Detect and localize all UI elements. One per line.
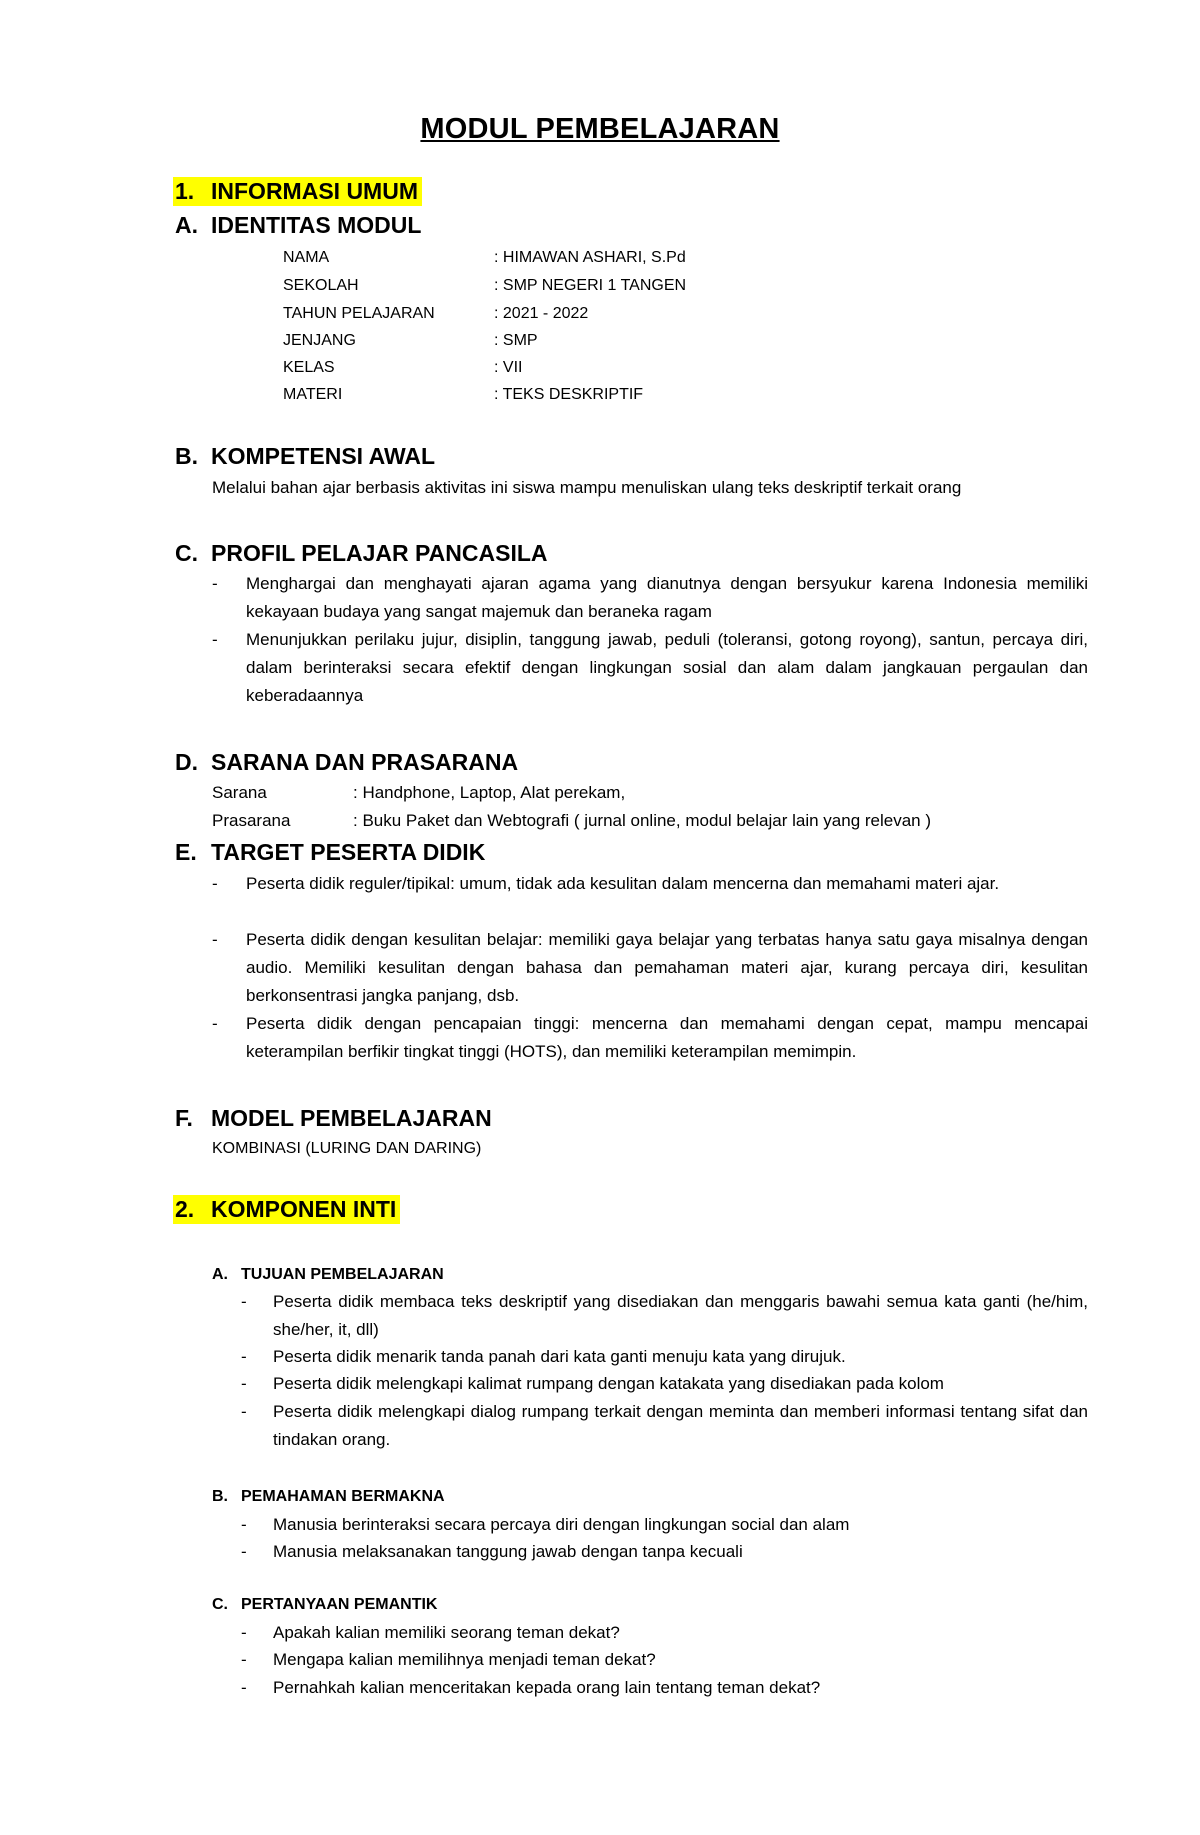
sarana-key: Sarana (212, 783, 267, 802)
list-item-text: Peserta didik dengan pencapaian tinggi: mencerna dan memahami dengan cepat, mampu mencapai keterampilan berfikir tingkat tinggi (HOTS), dan memiliki keterampilan memimpin. (246, 1014, 1088, 1061)
heading-identitas-modul (175, 212, 421, 239)
kompetensi-awal-text: Melalui bahan ajar berbasis aktivitas ini siswa mampu menuliskan ulang teks deskriptif terkait orang (212, 478, 962, 497)
section-highlight (173, 177, 422, 206)
list-item (241, 1370, 1088, 1398)
subheading-number: B. (212, 1488, 228, 1505)
list-item (212, 870, 1088, 926)
dash-bullet: - (241, 1542, 247, 1561)
identity-key: KELAS (283, 359, 335, 376)
section-komponen-inti (175, 1196, 400, 1223)
subheading-pemahaman-bermakna (212, 1488, 445, 1506)
subheading-number: C. (212, 1596, 228, 1613)
heading-number: E. (175, 839, 197, 865)
identity-key: JENJANG (283, 332, 356, 349)
list-item (241, 1646, 1088, 1674)
section-number: 1. (175, 178, 195, 204)
dash-bullet: - (212, 1014, 218, 1033)
heading-kompetensi-awal (175, 443, 435, 470)
list-item-text: Peserta didik membaca teks deskriptif yang disediakan dan menggaris bawahi semua kata ganti (he/him, she/her, it, dll) (273, 1292, 1088, 1339)
subheading-number: A. (212, 1266, 228, 1283)
list-item (241, 1343, 1088, 1371)
list-item-text: Manusia berinteraksi secara percaya diri dengan lingkungan social dan alam (273, 1515, 850, 1534)
list-item (241, 1511, 1088, 1539)
list-item-text: Peserta didik dengan kesulitan belajar: memiliki gaya belajar yang terbatas hanya satu gaya misalnya dengan audio. Memiliki kesulitan dengan bahasa dan pemahaman materi ajar, kurang percaya diri, kesulitan berkonsentrasi jangka panjang, dsb. (246, 930, 1088, 1005)
heading-model-pembelajaran (175, 1105, 492, 1132)
heading-number: A. (175, 212, 198, 238)
heading-label: PROFIL PELAJAR PANCASILA (211, 540, 548, 566)
sarana-value: : Handphone, Laptop, Alat perekam, (353, 783, 626, 802)
identity-key: NAMA (283, 249, 330, 266)
heading-profil-pelajar (175, 540, 548, 567)
heading-number: D. (175, 749, 198, 775)
dash-bullet: - (241, 1515, 247, 1534)
section-number: 2. (175, 1196, 195, 1222)
dash-bullet: - (212, 930, 218, 949)
list-item-text: Peserta didik menarik tanda panah dari kata ganti menuju kata yang dirujuk. (273, 1347, 846, 1366)
list-item (241, 1538, 1088, 1566)
list-item (241, 1674, 1088, 1702)
dash-bullet: - (241, 1292, 247, 1311)
heading-label: SARANA DAN PRASARANA (211, 749, 519, 775)
list-item-text: Manusia melaksanakan tanggung jawab dengan tanpa kecuali (273, 1542, 743, 1561)
subheading-label: PERTANYAAN PEMANTIK (241, 1596, 438, 1613)
list-item-text: Menunjukkan perilaku jujur, disiplin, tanggung jawab, peduli (toleransi, gotong royong), santun, percaya diri, dalam berinteraksi secara efektif dengan lingkungan sosial dan alam dalam jangkauan pergaulan dan keberadaannya (246, 630, 1088, 705)
heading-sarana-prasarana (175, 749, 518, 776)
subheading-tujuan-pembelajaran (212, 1266, 444, 1284)
heading-number: F. (175, 1105, 193, 1131)
identity-value: : HIMAWAN ASHARI, S.Pd (494, 249, 686, 266)
subheading-pertanyaan-pemantik (212, 1596, 437, 1614)
dash-bullet: - (241, 1623, 247, 1642)
list-item (212, 626, 1088, 710)
list-item (241, 1288, 1088, 1344)
list-item (212, 570, 1088, 626)
heading-label: TARGET PESERTA DIDIK (211, 839, 486, 865)
identity-value: : 2021 - 2022 (494, 305, 589, 322)
dash-bullet: - (212, 630, 218, 649)
dash-bullet: - (241, 1347, 247, 1366)
dash-bullet: - (241, 1402, 247, 1421)
section-highlight (173, 1195, 400, 1224)
subheading-label: PEMAHAMAN BERMAKNA (241, 1488, 445, 1505)
dash-bullet: - (241, 1650, 247, 1669)
list-item (241, 1398, 1088, 1454)
heading-number: C. (175, 540, 198, 566)
sarana-value: : Buku Paket dan Webtografi ( jurnal online, modul belajar lain yang relevan ) (353, 811, 932, 830)
dash-bullet: - (212, 874, 218, 893)
dash-bullet: - (241, 1678, 247, 1697)
list-item-text: Apakah kalian memiliki seorang teman dekat? (273, 1623, 620, 1642)
heading-label: MODEL PEMBELAJARAN (211, 1105, 492, 1131)
list-item-text: Peserta didik melengkapi kalimat rumpang dengan katakata yang disediakan pada kolom (273, 1374, 944, 1393)
heading-label: IDENTITAS MODUL (211, 212, 422, 238)
list-item-text: Mengapa kalian memilihnya menjadi teman dekat? (273, 1650, 656, 1669)
page-title: MODUL PEMBELAJARAN (420, 113, 780, 145)
sarana-key: Prasarana (212, 811, 291, 830)
model-pembelajaran-text: KOMBINASI (LURING DAN DARING) (212, 1140, 482, 1157)
heading-number: B. (175, 443, 198, 469)
section-label: KOMPONEN INTI (211, 1196, 397, 1222)
list-item-text: Peserta didik melengkapi dialog rumpang terkait dengan meminta dan memberi informasi tentang sifat dan tindakan orang. (273, 1402, 1088, 1449)
list-item-text: Pernahkah kalian menceritakan kepada orang lain tentang teman dekat? (273, 1678, 821, 1697)
identity-value: : SMP (494, 332, 538, 349)
list-item-text: Peserta didik reguler/tipikal: umum, tidak ada kesulitan dalam mencerna dan memahami materi ajar. (246, 874, 1000, 893)
dash-bullet: - (241, 1374, 247, 1393)
identity-value: : SMP NEGERI 1 TANGEN (494, 277, 687, 294)
section-label: INFORMASI UMUM (211, 178, 418, 204)
heading-target-peserta (175, 839, 485, 866)
identity-key: MATERI (283, 386, 343, 403)
identity-key: SEKOLAH (283, 277, 359, 294)
list-item (241, 1619, 1088, 1647)
section-informasi-umum (175, 178, 422, 205)
subheading-label: TUJUAN PEMBELAJARAN (241, 1266, 444, 1283)
identity-value: : TEKS DESKRIPTIF (494, 386, 644, 403)
heading-label: KOMPETENSI AWAL (211, 443, 436, 469)
list-item-text: Menghargai dan menghayati ajaran agama yang dianutnya dengan bersyukur karena Indonesia memiliki kekayaan budaya yang sangat majemuk dan beraneka ragam (246, 574, 1088, 621)
identity-value: : VII (494, 359, 523, 376)
identity-key: TAHUN PELAJARAN (283, 305, 435, 322)
list-item (212, 926, 1088, 1010)
list-item (212, 1010, 1088, 1066)
dash-bullet: - (212, 574, 218, 593)
